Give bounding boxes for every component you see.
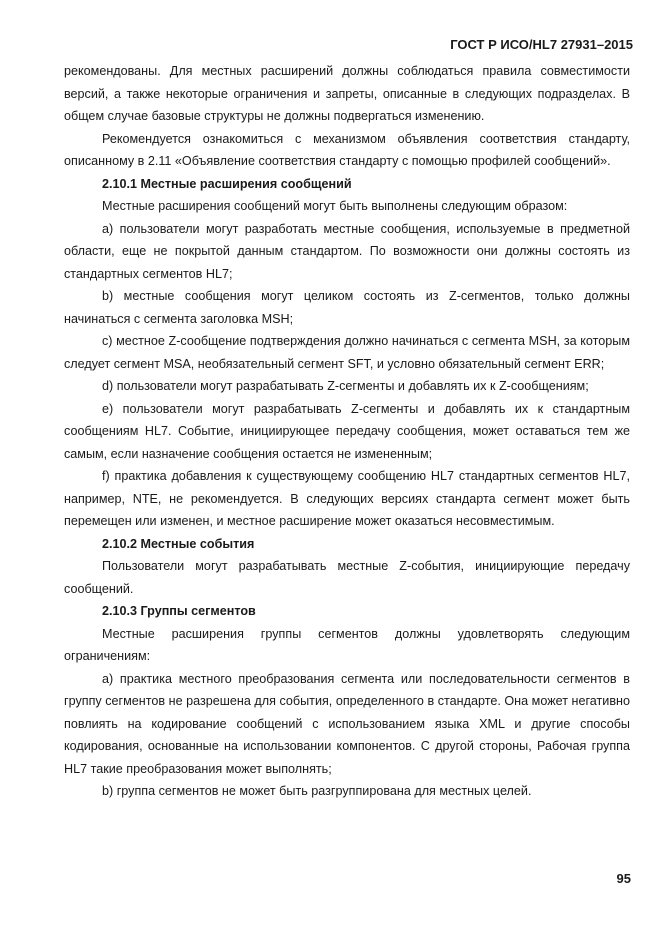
paragraph: Пользователи могут разрабатывать местные Z-события, инициирующие передачу сообщений. [64, 559, 630, 596]
paragraph: Рекомендуется ознакомиться с механизмом объявления соответствия стандарту, описанному в 2.11 «Объявление соответствия стандарту с помощью профилей сообщений». [64, 131, 630, 168]
paragraph: Местные расширения группы сегментов должны удовлетворять следующим ограничениям: [64, 626, 630, 663]
paragraph: d) пользователи могут разрабатывать Z-сегменты и добавлять их к Z-сообщениям; [102, 379, 589, 393]
document-body [64, 60, 630, 803]
paragraph: e) пользователи могут разрабатывать Z-сегменты и добавлять их к стандартным сообщениям HL7. Событие, инициирующее передачу сообщения, может оставаться тем же самым, если назначение сообщения остается не измененным; [64, 401, 630, 461]
section-heading: 2.10.2 Местные события [102, 536, 255, 551]
section-heading: 2.10.1 Местные расширения сообщений [102, 176, 352, 191]
paragraph: c) местное Z-сообщение подтверждения должно начинаться с сегмента MSH, за которым следует сегмент MSA, необязательный сегмент SFT, и условно обязательный сегмент ERR; [64, 334, 630, 371]
paragraph: рекомендованы. Для местных расширений должны соблюдаться правила совместимости версий, а также некоторые ограничения и запреты, описанные в следующих подразделах. В общем случае базовые структуры не должны подвергаться изменению. [64, 64, 630, 123]
paragraph: Местные расширения сообщений могут быть выполнены следующим образом: [102, 199, 568, 213]
section-heading: 2.10.3 Группы сегментов [102, 604, 256, 618]
paragraph: b) местные сообщения могут целиком состоять из Z-сегментов, только должны начинаться с сегмента заголовка MSH; [64, 289, 630, 326]
page-number: 95 [616, 871, 631, 886]
standard-header: ГОСТ Р ИСО/HL7 27931–2015 [450, 37, 633, 52]
paragraph: b) группа сегментов не может быть разгруппирована для местных целей. [102, 784, 532, 798]
paragraph: f) практика добавления к существующему сообщению HL7 стандартных сегментов HL7, например, NTE, не рекомендуется. В следующих версиях стандарта сегмент может быть перемещен или изменен, и местное расширение может оказаться несовместимым. [64, 469, 630, 528]
paragraph: a) практика местного преобразования сегмента или последовательности сегментов в группу сегментов не разрешена для события, определенного в стандарте. Она может негативно повлиять на кодирование сообщений с использованием языка XML и другие способы кодирования, основанные на использовании компонентов. С другой стороны, Рабочая группа HL7 такие преобразования может выполнять; [64, 671, 630, 776]
paragraph: a) пользователи могут разработать местные сообщения, используемые в предметной области, еще не покрытой данным стандартом. По возможности они должны состоять из стандартных сегментов HL7; [64, 221, 630, 281]
